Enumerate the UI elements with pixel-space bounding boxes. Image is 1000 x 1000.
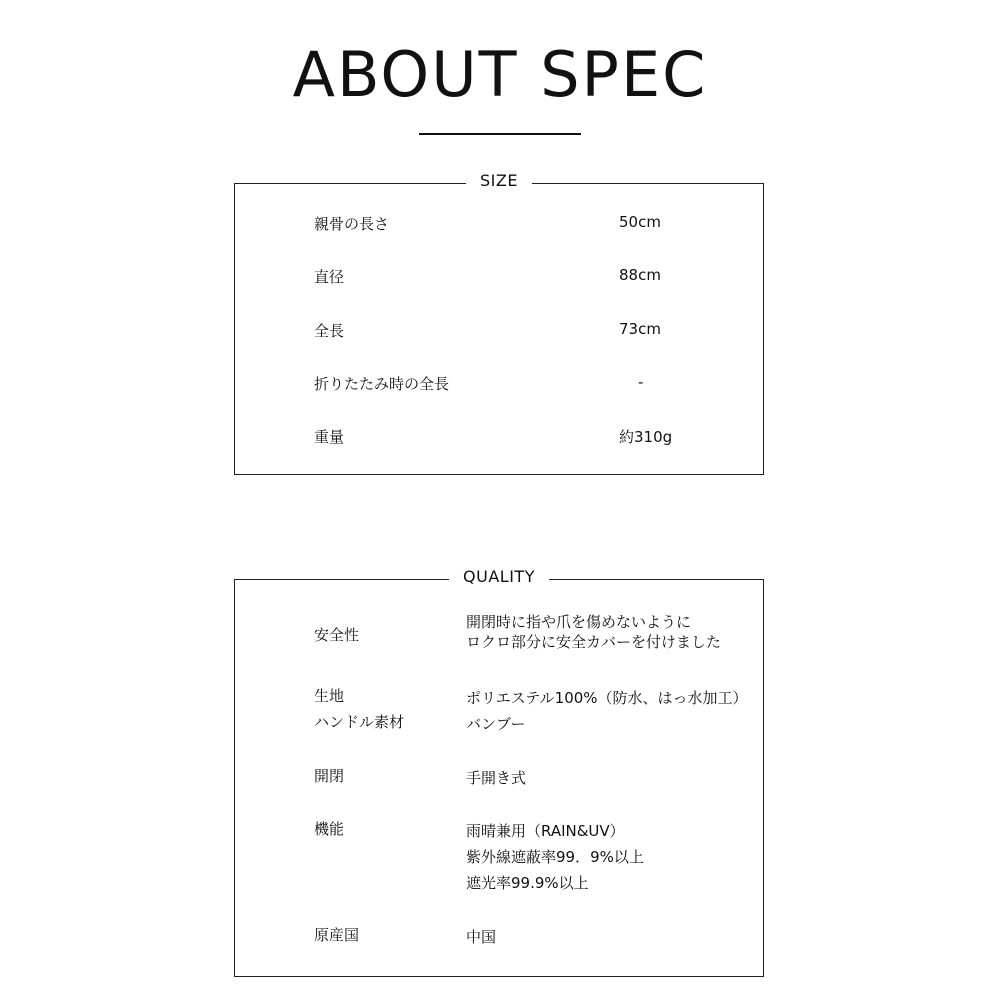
size-row-key: 重量 [314,428,345,446]
quality-row-line: 開閉時に指や爪を傷めないように [466,613,692,631]
quality-row-key: 原産国 [314,926,360,944]
size-row-key: 直径 [314,268,345,286]
size-spec-box [234,171,764,475]
size-row-value: - [638,373,644,391]
size-row-value: 50cm [619,213,661,231]
quality-row-key: 機能 [314,820,345,838]
size-row-value: 88cm [619,266,661,284]
quality-spec-box [234,567,764,977]
size-row-key: 折りたたみ時の全長 [314,375,450,393]
quality-row-key: ハンドル素材 [314,713,405,731]
quality-row-line: 手開き式 [466,769,527,787]
quality-row-line: 中国 [466,928,497,946]
quality-row-line: ロクロ部分に安全カバーを付けました [466,633,722,651]
size-row-value: 約310g [619,428,673,446]
quality-row-line: バンブー [466,715,526,733]
size-row-value: 73cm [619,320,661,338]
size-section-label: SIZE [466,171,532,190]
quality-row-line: 雨晴兼用（RAIN&UV） [466,822,625,840]
quality-row-key: 開閉 [314,767,345,785]
size-row-key: 親骨の長さ [314,215,390,233]
title-underline [419,133,581,135]
quality-section-label: QUALITY [449,567,549,586]
quality-row-key: 安全性 [314,626,360,644]
page-title: ABOUT SPEC [292,38,708,111]
quality-row-line: 紫外線遮蔽率99．9%以上 [466,848,644,866]
size-row-key: 全長 [314,322,345,340]
quality-row-line: ポリエステル100%（防水、はっ水加工） [466,689,748,707]
quality-row-line: 遮光率99.9%以上 [466,874,589,892]
quality-row-key: 生地 [314,687,345,705]
